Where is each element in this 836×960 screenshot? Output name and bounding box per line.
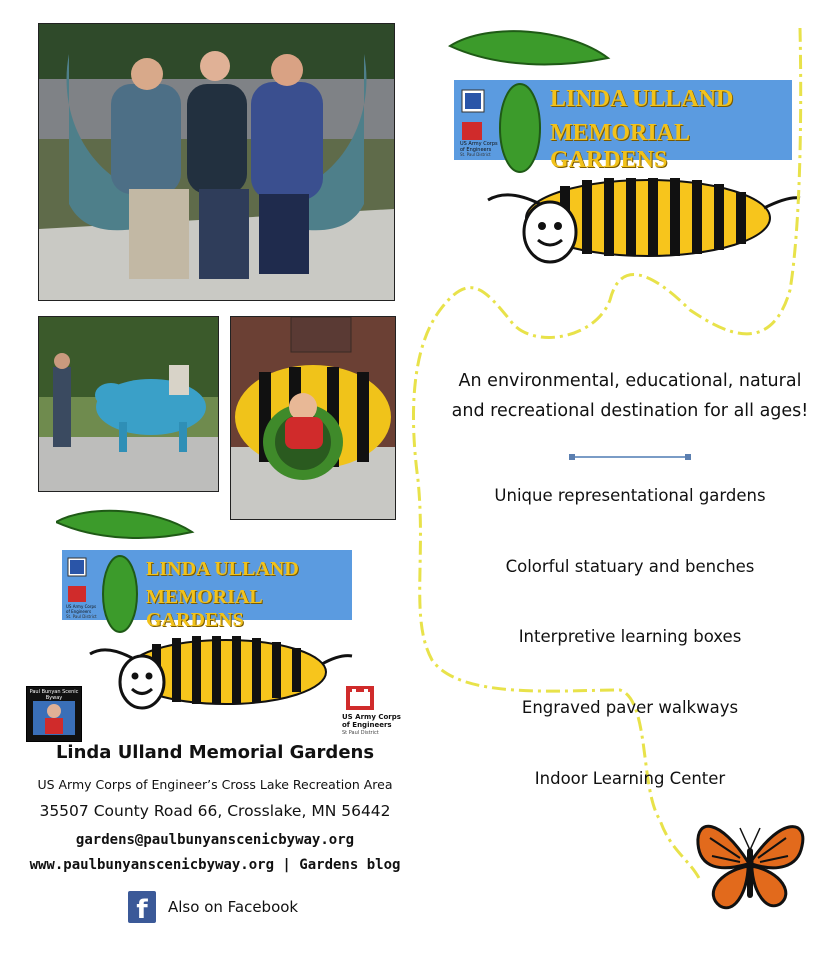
photo-caterpillar-tunnel	[230, 316, 396, 520]
logo-linda-ulland-small	[56, 508, 356, 714]
tagline-line-1: An environmental, educational, natural	[458, 371, 802, 391]
feature-item: Interpretive learning boxes	[518, 627, 742, 646]
feature-item: Engraved paver walkways	[521, 698, 739, 717]
feature-item: Unique representational gardens	[494, 486, 766, 505]
byway-badge-label: Paul Bunyan Scenic Byway	[29, 689, 79, 701]
logo-large-usace: US Army Corps of Engineers	[460, 141, 498, 153]
contact-email[interactable]: gardens@paulbunyanscenicbyway.org	[75, 832, 355, 848]
divider-dot-left	[569, 454, 575, 460]
facebook-label: Also on Facebook	[168, 898, 299, 916]
contact-address: 35507 County Road 66, Crosslake, MN 56442	[39, 802, 391, 820]
logo-small-title-2: MEMORIAL GARDENS	[146, 586, 262, 631]
divider-rule	[572, 456, 688, 458]
facebook-icon: f	[128, 891, 156, 923]
photo-blue-cow-statue	[38, 316, 219, 492]
feature-item: Colorful statuary and benches	[505, 557, 755, 576]
castle-icon	[346, 686, 374, 710]
logo-small-usace: US Army Corps of Engineers	[66, 604, 97, 614]
usace-badge-line1: US Army Corps	[342, 713, 401, 721]
logo-large-district: St. Paul District	[460, 152, 491, 157]
logo-small-district: St. Paul District	[66, 614, 97, 619]
divider-dot-right	[685, 454, 691, 460]
contact-name: Linda Ulland Memorial Gardens	[55, 742, 375, 763]
monarch-butterfly-icon	[690, 798, 810, 918]
usace-badge-line2: of Engineers	[342, 721, 392, 729]
contact-website[interactable]: www.paulbunyanscenicbyway.org | Gardens blog	[29, 857, 401, 873]
logo-small-title-1: LINDA ULLAND	[146, 558, 299, 580]
contact-subtitle: US Army Corps of Engineer’s Cross Lake Recreation Area	[37, 777, 393, 792]
tagline	[440, 366, 820, 426]
logo-large-title-2: MEMORIAL GARDENS	[550, 120, 689, 173]
logo-linda-ulland-large	[448, 28, 808, 270]
logo-large-title-1: LINDA ULLAND	[550, 86, 734, 112]
usace-badge-line3: St Paul District	[342, 730, 379, 736]
usace-badge	[342, 686, 402, 738]
tagline-line-2: and recreational destination for all ages!	[451, 401, 809, 421]
feature-item: Indoor Learning Center	[534, 769, 726, 788]
byway-badge	[26, 686, 82, 742]
photo-butterfly-bench	[38, 23, 395, 301]
facebook-link[interactable]	[128, 890, 298, 924]
